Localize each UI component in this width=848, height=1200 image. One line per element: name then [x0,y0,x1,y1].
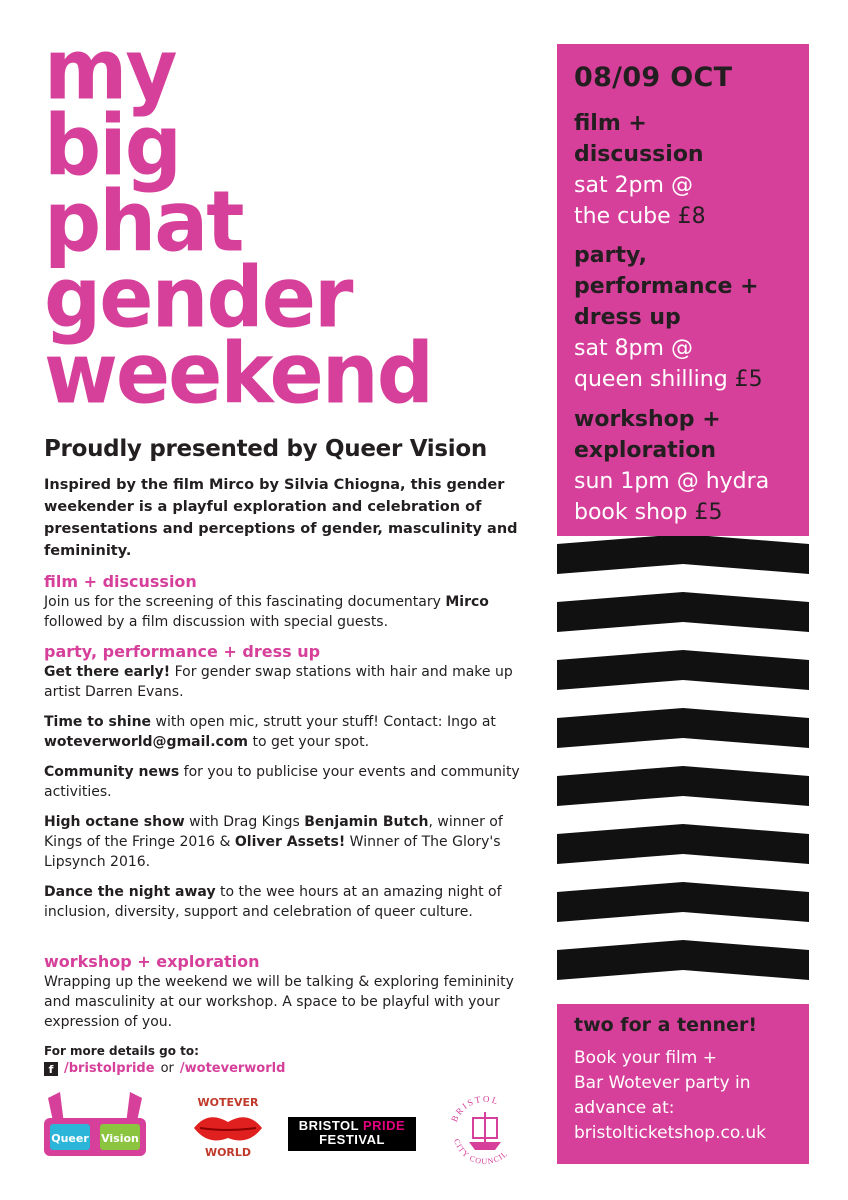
queer-vision-logo [40,1090,150,1160]
details-label: For more details go to: [44,1044,199,1058]
title-line: weekend [44,324,432,423]
party-section [44,642,524,932]
film-text: Join us for the screening of this fascinating documentary Mirco followed by a film discussion with special guests. [44,594,489,630]
subtitle: Proudly presented by Queer Vision [44,436,487,462]
world-text: WORLD [204,1146,252,1159]
film-section [44,572,524,642]
offer-heading: two for a tenner! [574,1014,757,1036]
bristolpride-link[interactable]: /bristolpride [64,1061,155,1076]
schedule-item-workshop: workshop + exploration sun 1pm @ hydra book shop £5 [574,407,770,525]
woteverworld-link[interactable]: /woteverworld [179,1061,286,1076]
price: £5 [734,367,763,392]
schedule-item-film: film + discussion sat 2pm @ the cube £8 [574,111,706,229]
party-text-4: High octane show with Drag Kings Benjamin Butch, winner of Kings of the Fringe 2016 & Oliver Assets! Winner of The Glory's Lipsynch 2016. [44,814,503,870]
title-line: big [44,96,180,195]
workshop-heading: workshop + exploration [44,952,260,971]
price: £8 [677,204,706,229]
or-text: or [160,1061,174,1076]
chevron-pattern [557,536,809,1004]
intro-paragraph: Inspired by the film Mirco by Silvia Chiogna, this gender weekender is a playful exploration and celebration of presentations and perceptions of gender, masculinity and femininity. [44,477,518,559]
event-sidebar [557,44,809,1164]
party-text-1: Get there early! For gender swap stations with hair and make up artist Darren Evans. [44,664,513,700]
offer-panel [557,1004,809,1164]
party-text-3: Community news for you to publicise your events and community activities. [44,764,520,800]
film-heading: film + discussion [44,572,197,591]
sponsor-logos [40,1090,540,1170]
price: £5 [694,500,723,525]
contact-email[interactable]: woteverworld@gmail.com [44,734,249,750]
bristol-city-council-logo [445,1092,525,1168]
title-line: phat [44,172,243,271]
party-heading: party, performance + dress up [44,642,321,661]
title-line: gender [44,248,352,347]
workshop-section [44,952,524,1042]
party-text-5: Dance the night away to the wee hours at an amazing night of inclusion, diversity, support and celebration of queer culture. [44,884,502,920]
wotever-world-logo [188,1092,268,1160]
workshop-text: Wrapping up the weekend we will be talking & exploring femininity and masculinity at our workshop. A space to be playful with your expression of you. [44,974,514,1030]
title-line: my [44,20,176,119]
party-text-2: Time to shine with open mic, strutt your stuff! Contact: Ingo at woteverworld@gmail.com to get your spot. [44,714,496,750]
bristol-pride-festival-logo: BRISTOL PRIDE FESTIVAL [288,1117,416,1151]
poster-title [44,20,524,423]
schedule-item-party: party, performance + dress up sat 8pm @ queen shilling £5 [574,243,763,392]
queer-text: Queer [51,1132,89,1145]
ticket-link[interactable]: bristolticketshop.co.uk [574,1123,766,1143]
event-date: 08/09 OCT [574,62,733,93]
svg-text:BRISTOL: BRISTOL [449,1093,501,1124]
schedule-panel [557,44,809,536]
wotever-text: WOTEVER [197,1096,259,1109]
vision-text: Vision [101,1132,139,1145]
offer-text: Book your film + Bar Wotever party in advance at: bristolticketshop.co.uk [574,1046,804,1146]
social-links [44,1061,285,1076]
svg-text:CITY COUNCIL: CITY COUNCIL [451,1137,510,1167]
facebook-icon: f [44,1062,58,1076]
